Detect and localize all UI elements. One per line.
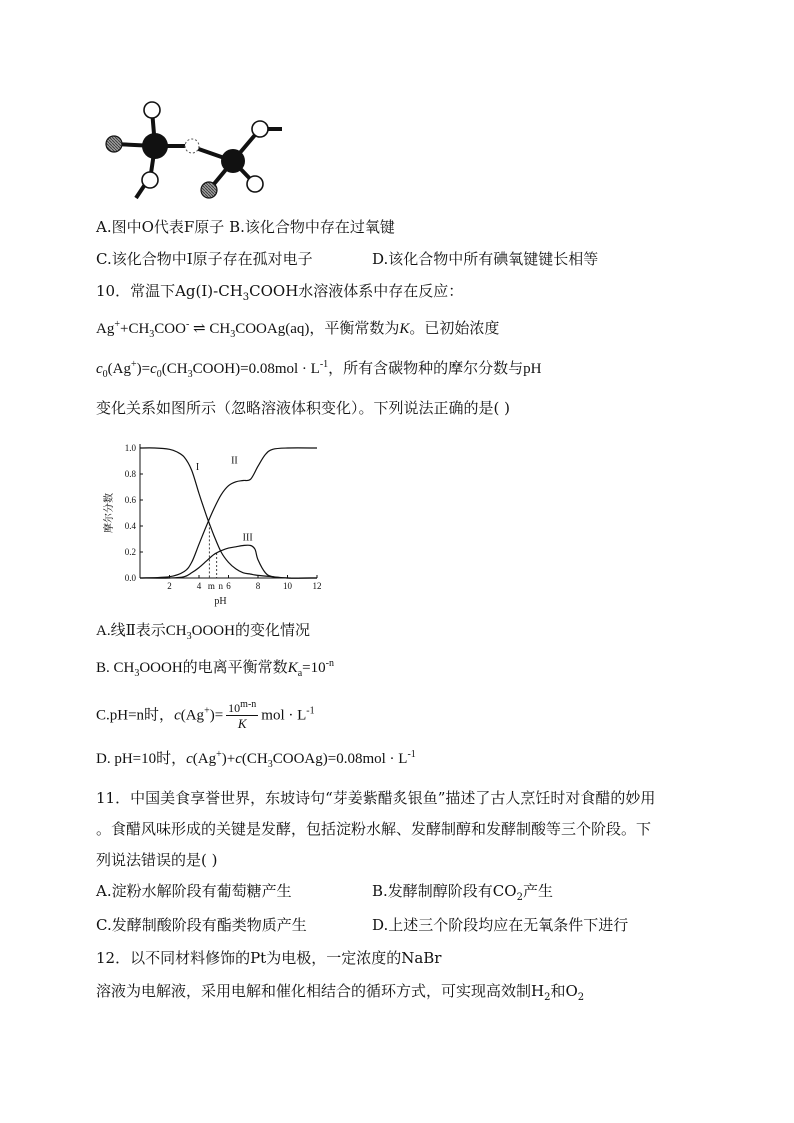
oxygen-atom xyxy=(252,121,268,137)
q11-option-b[interactable]: B.发酵制醇阶段有$CO_2$产生 xyxy=(372,882,553,903)
chart-lines xyxy=(140,448,317,578)
fluorine-atom xyxy=(106,136,122,152)
oxygen-atom xyxy=(247,176,263,192)
iodine-atom xyxy=(142,133,168,159)
curve-label-II: II xyxy=(231,455,238,467)
oxygen-atom xyxy=(144,102,160,118)
mole-fraction-vs-ph-chart xyxy=(102,438,332,613)
x-marker-label-n: n xyxy=(218,581,223,591)
q10-option-c[interactable]: C.pH=n时，c(Ag+)= $\frac{10^{m-n}}{K}$ mol · $L^{-1}$ xyxy=(96,699,315,731)
q11-option-c[interactable]: C.发酵制酸阶段有酯类物质产生 xyxy=(96,916,307,934)
x-tick-label: 10 xyxy=(283,581,292,591)
x-marker-label-m: m xyxy=(207,581,215,591)
y-tick-label: 1.0 xyxy=(124,443,136,453)
x-axis-label: pH xyxy=(214,596,227,607)
q9-options-row-1 xyxy=(96,216,395,238)
x-tick-label: 12 xyxy=(312,581,322,591)
curve-label-I: I xyxy=(195,462,200,474)
series-line-II xyxy=(140,448,317,578)
q11-stem-line-2: 。食醋风味形成的关键是发酵，包括淀粉水解、发酵制醇和发酵制酸等三个阶段。下 xyxy=(96,820,652,838)
fraction: $\frac{10^{m-n}}{K}$ xyxy=(228,699,257,731)
q9-option-b[interactable]: B.该化合物中存在过氧键 xyxy=(229,218,395,236)
fluorine-atom xyxy=(201,182,217,198)
q11-stem-line-3: 列说法错误的是( ) xyxy=(96,851,218,869)
x-tick-label: 6 xyxy=(226,581,231,591)
chart-ticks xyxy=(125,443,322,591)
q9-option-a[interactable]: A.图中O代表F原子 xyxy=(96,218,225,236)
q10-option-d[interactable]: D. pH=10时，$c(Ag^+)+c(CH_3COOAg)=0.08mol \cdot L^{-1}$ xyxy=(96,749,416,770)
x-tick-label: 8 xyxy=(255,581,261,591)
q10-option-b[interactable]: B. $CH_3OOOH$的电离平衡常数$K_a=10^{-n}$ xyxy=(96,658,334,679)
equilibrium-arrow-icon: ⇌ xyxy=(193,321,206,337)
x-tick-label: 2 xyxy=(167,581,172,591)
y-tick-label: 0.0 xyxy=(124,573,136,583)
iodine-oxyfluoride-molecule-figure xyxy=(100,98,290,208)
q11-option-a[interactable]: A.淀粉水解阶段有葡萄糖产生 xyxy=(96,882,292,900)
q10-option-a[interactable]: A.线Ⅱ表示$CH_3OOOH$的变化情况 xyxy=(96,623,310,642)
y-tick-label: 0.4 xyxy=(124,521,136,531)
oxygen-atom xyxy=(142,172,158,188)
q12-stem-line-2: 溶液为电解液，采用电解和催化相结合的循环方式，可实现高效制$H_2$和$O_2$ xyxy=(96,982,585,1003)
q11-stem-line-1: 11．中国美食享誉世界，东坡诗句“芽姜紫醋炙银鱼”描述了古人烹饪时对食醋的妙用 xyxy=(96,789,656,807)
q10-stem-line-1: 10．常温下$Ag(I)-CH_3COOH$水溶液体系中存在反应： xyxy=(96,282,464,303)
q11-option-d[interactable]: D.上述三个阶段均应在无氧条件下进行 xyxy=(372,916,629,934)
q10-initial-concentration: $c_0(Ag^+)=c_0(CH_3COOH)=0.08mol \cdot L^{-1}$，所有含碳物种的摩尔分数与pH xyxy=(96,359,542,380)
oxygen-bridge-atom xyxy=(185,139,199,153)
chart-axes xyxy=(140,444,317,578)
y-tick-label: 0.2 xyxy=(124,547,136,557)
q9-option-d[interactable]: D.该化合物中所有碘氧键键长相等 xyxy=(372,250,599,268)
y-tick-label: 0.6 xyxy=(124,495,136,505)
q10-equilibrium-equation: $Ag^++CH_3COO^-$ ⇌ $CH_3COOAg(aq)$，平衡常数为K。已初始浓度 xyxy=(96,319,500,340)
y-tick-label: 0.8 xyxy=(124,469,136,479)
curve-label-III: III xyxy=(242,532,253,544)
y-axis-label: 摩尔分数 xyxy=(104,493,115,533)
series-line-I xyxy=(140,448,317,578)
q9-option-c[interactable]: C.该化合物中I原子存在孤对电子 xyxy=(96,250,313,268)
iodine-atom xyxy=(221,149,245,173)
q12-stem-line-1: 12．以不同材料修饰的Pt为电极，一定浓度的NaBr xyxy=(96,949,442,967)
q10-stem-line-3: 变化关系如图所示（忽略溶液体积变化）。下列说法正确的是( ) xyxy=(96,399,510,417)
x-tick-label: 4 xyxy=(196,581,202,591)
